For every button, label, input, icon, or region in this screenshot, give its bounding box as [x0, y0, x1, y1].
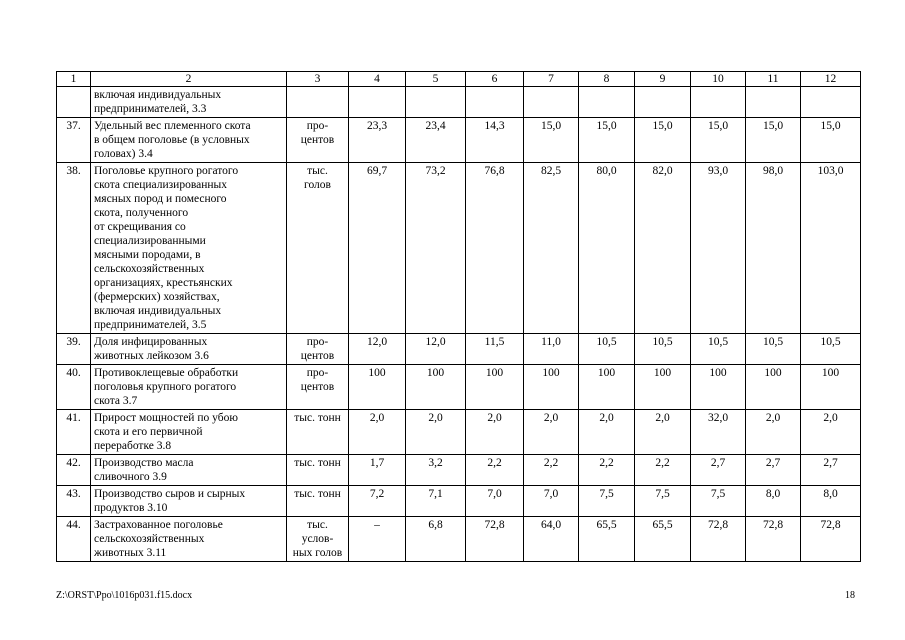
value-cell: 6,8: [406, 517, 466, 562]
value-cell: 11,0: [524, 334, 579, 365]
value-cell: 72,8: [801, 517, 861, 562]
header-cell: 11: [746, 72, 801, 87]
value-cell: 103,0: [801, 163, 861, 334]
unit-line: тыс. тонн: [294, 412, 341, 424]
indicator-name-line: включая индивидуальных: [94, 305, 222, 317]
unit-line: про-: [306, 120, 329, 132]
row-number: 37.: [57, 118, 91, 163]
indicator-name: [91, 365, 287, 410]
indicator-name-line: переработке 3.8: [94, 440, 172, 452]
unit-line: голов: [304, 179, 331, 191]
indicator-name-line: организациях, крестьянских: [94, 277, 233, 289]
value-cell: –: [349, 517, 406, 562]
indicator-name-line: сельскохозяйственных: [94, 263, 205, 275]
value-cell: 7,0: [524, 486, 579, 517]
unit-line: тыс. тонн: [294, 488, 341, 500]
value-cell: 2,0: [406, 410, 466, 455]
unit-cell: [287, 455, 349, 486]
value-cell: 2,7: [691, 455, 746, 486]
unit-line: тыс. тонн: [294, 457, 341, 469]
value-cell: 15,0: [579, 118, 635, 163]
unit-cell: [287, 486, 349, 517]
indicator-name-line: Производство масла: [94, 457, 194, 469]
indicator-name-line: Застрахованное поголовье: [94, 519, 223, 531]
value-cell: [466, 87, 524, 118]
header-cell: 1: [57, 72, 91, 87]
row-number: 43.: [57, 486, 91, 517]
header-cell: 4: [349, 72, 406, 87]
value-cell: [801, 87, 861, 118]
indicator-name-line: Доля инфицированных: [94, 336, 208, 348]
value-cell: 72,8: [466, 517, 524, 562]
value-cell: 65,5: [579, 517, 635, 562]
unit-cell: [287, 118, 349, 163]
header-cell: 8: [579, 72, 635, 87]
indicator-name-line: предпринимателей, 3.5: [94, 319, 207, 331]
value-cell: 14,3: [466, 118, 524, 163]
unit-line: центов: [300, 381, 335, 393]
unit-cell: [287, 87, 349, 118]
value-cell: 2,0: [579, 410, 635, 455]
indicator-name-line: (фермерских) хозяйствах,: [94, 291, 220, 303]
table-row: [57, 517, 861, 562]
row-number: 38.: [57, 163, 91, 334]
unit-line: тыс.: [307, 519, 328, 531]
indicator-name: [91, 410, 287, 455]
value-cell: 98,0: [746, 163, 801, 334]
table-row: [57, 334, 861, 365]
indicator-name-line: мясных пород и помесного: [94, 193, 227, 205]
value-cell: 2,0: [349, 410, 406, 455]
table-row: [57, 365, 861, 410]
indicator-name-line: предпринимателей, 3.3: [94, 103, 207, 115]
header-row: [57, 72, 861, 87]
indicator-name: [91, 486, 287, 517]
indicator-name-line: животных 3.11: [94, 547, 167, 559]
unit-line: центов: [300, 134, 335, 146]
unit-line: ных голов: [292, 547, 343, 559]
value-cell: 82,0: [635, 163, 691, 334]
value-cell: 7,5: [579, 486, 635, 517]
value-cell: 100: [579, 365, 635, 410]
value-cell: 15,0: [524, 118, 579, 163]
value-cell: 10,5: [801, 334, 861, 365]
value-cell: 100: [406, 365, 466, 410]
value-cell: 2,0: [801, 410, 861, 455]
header-cell: 2: [91, 72, 287, 87]
row-number: 40.: [57, 365, 91, 410]
value-cell: 2,0: [524, 410, 579, 455]
value-cell: 12,0: [406, 334, 466, 365]
value-cell: 2,0: [466, 410, 524, 455]
value-cell: 100: [349, 365, 406, 410]
indicator-name: [91, 87, 287, 118]
indicator-name-line: скота, полученного: [94, 207, 189, 219]
value-cell: 12,0: [349, 334, 406, 365]
value-cell: [406, 87, 466, 118]
value-cell: 93,0: [691, 163, 746, 334]
value-cell: 10,5: [746, 334, 801, 365]
indicator-name-line: животных лейкозом 3.6: [94, 350, 209, 362]
indicator-name-line: от скрещивания со: [94, 221, 186, 233]
value-cell: 2,7: [801, 455, 861, 486]
header-cell: 12: [801, 72, 861, 87]
value-cell: 2,0: [635, 410, 691, 455]
value-cell: 100: [801, 365, 861, 410]
indicator-name: [91, 455, 287, 486]
header-cell: 6: [466, 72, 524, 87]
value-cell: 72,8: [691, 517, 746, 562]
value-cell: 10,5: [579, 334, 635, 365]
unit-cell: [287, 410, 349, 455]
value-cell: 7,0: [466, 486, 524, 517]
value-cell: 3,2: [406, 455, 466, 486]
value-cell: 2,2: [466, 455, 524, 486]
value-cell: [524, 87, 579, 118]
value-cell: 15,0: [691, 118, 746, 163]
indicator-name-line: скота и его первичной: [94, 426, 203, 438]
unit-cell: [287, 334, 349, 365]
value-cell: 15,0: [746, 118, 801, 163]
value-cell: 80,0: [579, 163, 635, 334]
value-cell: 7,2: [349, 486, 406, 517]
header-cell: 3: [287, 72, 349, 87]
unit-line: тыс.: [307, 165, 328, 177]
value-cell: [349, 87, 406, 118]
value-cell: 8,0: [746, 486, 801, 517]
value-cell: 2,2: [635, 455, 691, 486]
table-row: [57, 455, 861, 486]
value-cell: 7,5: [635, 486, 691, 517]
indicator-name-line: продуктов 3.10: [94, 502, 168, 514]
indicator-name-line: Производство сыров и сырных: [94, 488, 246, 500]
value-cell: 64,0: [524, 517, 579, 562]
value-cell: 1,7: [349, 455, 406, 486]
unit-line: про-: [306, 367, 329, 379]
data-table: [56, 71, 861, 562]
value-cell: 2,0: [746, 410, 801, 455]
page-number: 18: [845, 590, 855, 601]
value-cell: 10,5: [691, 334, 746, 365]
value-cell: 32,0: [691, 410, 746, 455]
indicator-name-line: скота 3.7: [94, 395, 138, 407]
unit-line: центов: [300, 350, 335, 362]
row-number: [57, 87, 91, 118]
row-number: 41.: [57, 410, 91, 455]
indicator-name-line: Противоклещевые обработки: [94, 367, 239, 379]
indicator-name-line: в общем поголовье (в условных: [94, 134, 250, 146]
indicator-name-line: включая индивидуальных: [94, 89, 222, 101]
value-cell: [746, 87, 801, 118]
value-cell: 15,0: [801, 118, 861, 163]
header-cell: 10: [691, 72, 746, 87]
value-cell: 76,8: [466, 163, 524, 334]
value-cell: 2,7: [746, 455, 801, 486]
unit-line: про-: [306, 336, 329, 348]
indicator-name-line: Поголовье крупного рогатого: [94, 165, 239, 177]
indicator-name-line: сельскохозяйственных: [94, 533, 205, 545]
value-cell: 100: [691, 365, 746, 410]
indicator-name: [91, 163, 287, 334]
value-cell: 82,5: [524, 163, 579, 334]
value-cell: 100: [524, 365, 579, 410]
value-cell: 2,2: [579, 455, 635, 486]
unit-cell: [287, 517, 349, 562]
value-cell: 2,2: [524, 455, 579, 486]
unit-line: услов-: [301, 533, 334, 545]
file-path: Z:\ORST\Ppo\1016p031.f15.docx: [56, 590, 193, 601]
indicator-name-line: мясными породами, в: [94, 249, 201, 261]
value-cell: 73,2: [406, 163, 466, 334]
value-cell: 7,1: [406, 486, 466, 517]
value-cell: 72,8: [746, 517, 801, 562]
indicator-name: [91, 517, 287, 562]
value-cell: [579, 87, 635, 118]
unit-cell: [287, 365, 349, 410]
value-cell: 7,5: [691, 486, 746, 517]
row-number: 39.: [57, 334, 91, 365]
value-cell: 10,5: [635, 334, 691, 365]
indicator-name: [91, 118, 287, 163]
indicator-name-line: головах) 3.4: [94, 148, 153, 160]
unit-cell: [287, 163, 349, 334]
indicator-name-line: сливочного 3.9: [94, 471, 167, 483]
value-cell: 8,0: [801, 486, 861, 517]
header-cell: 7: [524, 72, 579, 87]
row-number: 42.: [57, 455, 91, 486]
table-row: [57, 118, 861, 163]
indicator-name: [91, 334, 287, 365]
value-cell: 23,3: [349, 118, 406, 163]
value-cell: [691, 87, 746, 118]
table-row: [57, 163, 861, 334]
header-cell: 9: [635, 72, 691, 87]
indicator-name-line: Прирост мощностей по убою: [94, 412, 238, 424]
table-row: [57, 410, 861, 455]
indicator-name-line: Удельный вес племенного скота: [94, 120, 251, 132]
indicator-name-line: специализированными: [94, 235, 206, 247]
value-cell: 100: [635, 365, 691, 410]
value-cell: [635, 87, 691, 118]
value-cell: 100: [466, 365, 524, 410]
table-row: [57, 486, 861, 517]
table-row: [57, 87, 861, 118]
value-cell: 11,5: [466, 334, 524, 365]
value-cell: 15,0: [635, 118, 691, 163]
value-cell: 69,7: [349, 163, 406, 334]
row-number: 44.: [57, 517, 91, 562]
value-cell: 100: [746, 365, 801, 410]
indicator-name-line: скота специализированных: [94, 179, 227, 191]
value-cell: 65,5: [635, 517, 691, 562]
indicator-name-line: поголовья крупного рогатого: [94, 381, 237, 393]
table-body: [57, 72, 861, 562]
header-cell: 5: [406, 72, 466, 87]
value-cell: 23,4: [406, 118, 466, 163]
